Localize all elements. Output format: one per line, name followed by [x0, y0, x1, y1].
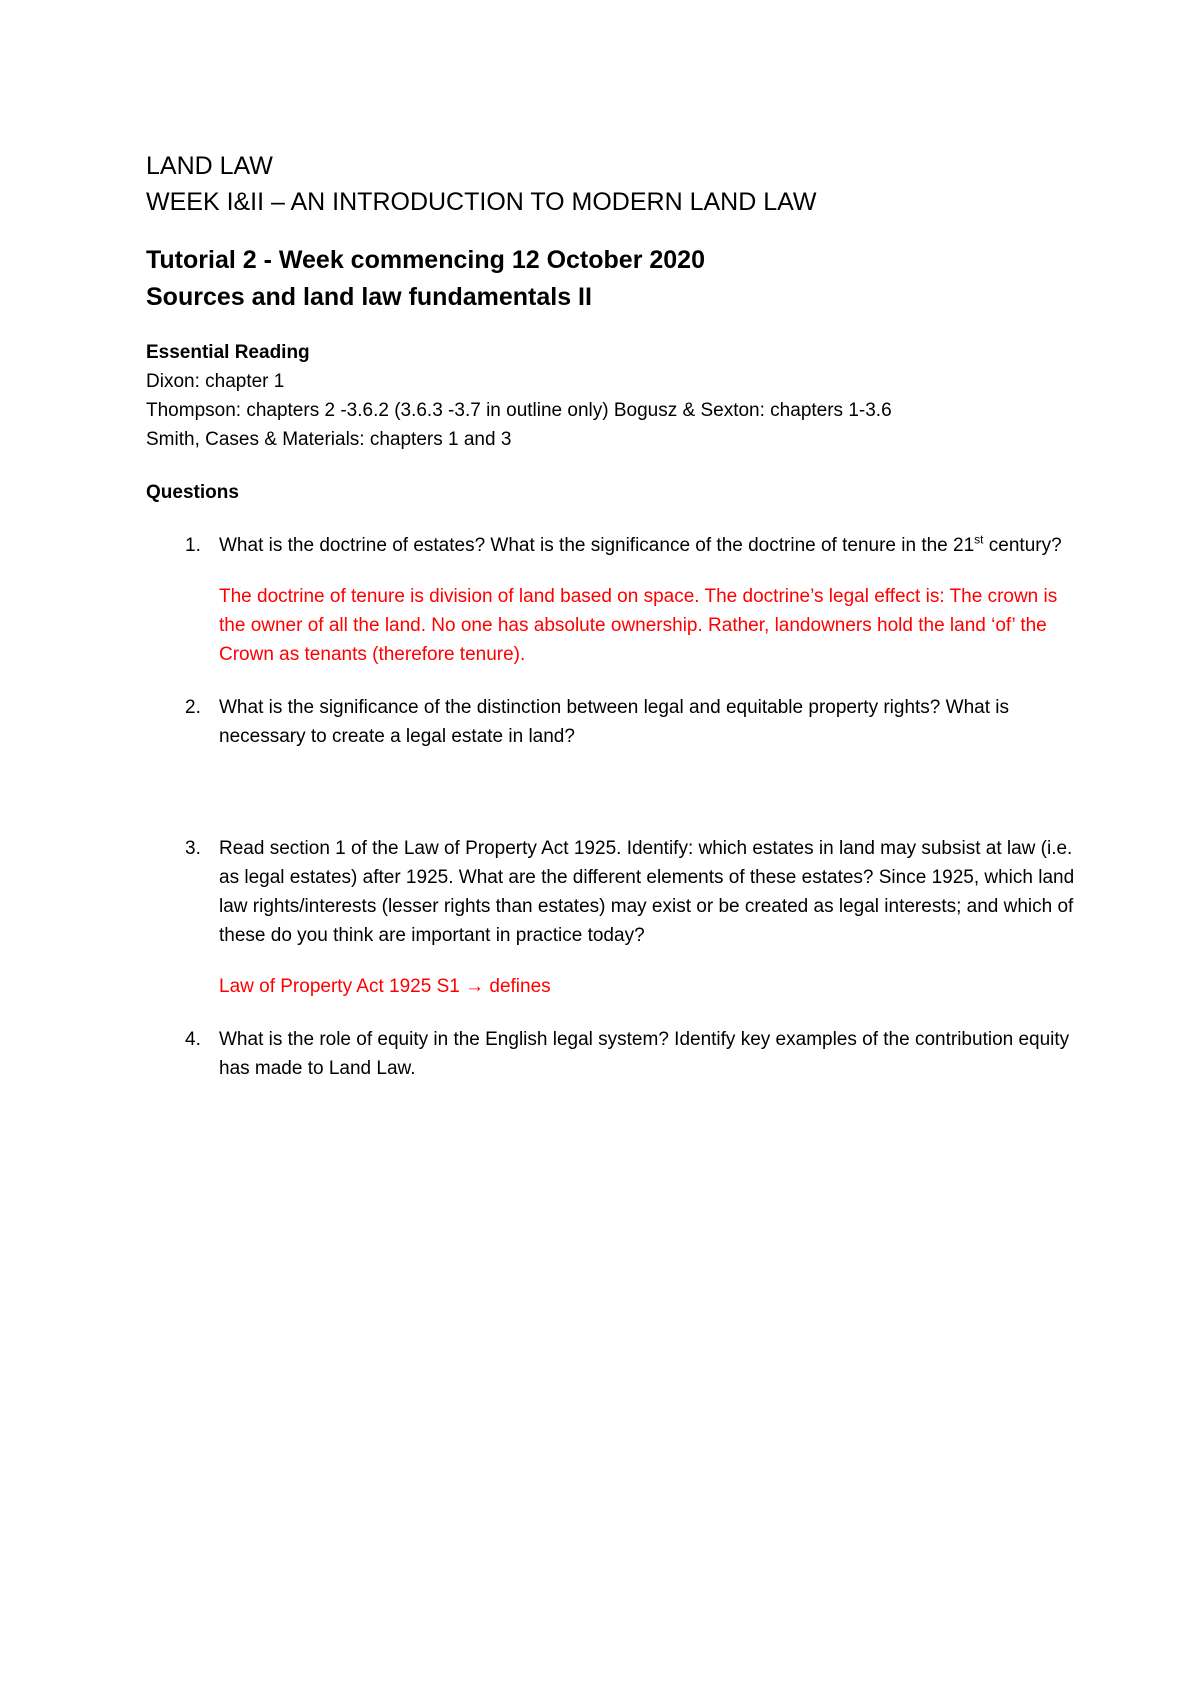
tutorial-subtitle: Sources and land law fundamentals II	[146, 283, 592, 311]
question-item	[146, 693, 1076, 751]
question-text-part: century?	[983, 535, 1062, 556]
questions-list	[146, 531, 1076, 1083]
answer-text-part: Law of Property Act 1925 S1	[219, 976, 466, 997]
week-title: WEEK I&II – AN INTRODUCTION TO MODERN LAND LAW	[146, 188, 817, 216]
question-number: 2.	[185, 697, 201, 718]
question-item	[146, 834, 1076, 1001]
document-content	[146, 148, 1076, 1083]
question-text: What is the significance of the distinction between legal and equitable property rights? What is necessary to create a legal estate in land?	[219, 697, 1010, 747]
questions-heading: Questions	[146, 482, 239, 503]
arrow-right-icon: →	[465, 976, 485, 997]
question-text	[219, 531, 1076, 560]
question-number: 4.	[185, 1029, 201, 1050]
reading-item: Smith, Cases & Materials: chapters 1 and 3	[146, 429, 512, 450]
reading-item: Dixon: chapter 1	[146, 371, 285, 392]
answer-text-part: defines	[484, 976, 551, 997]
question-item	[146, 1025, 1076, 1083]
question-text: What is the role of equity in the English legal system? Identify key examples of the contribution equity has made to Land Law.	[219, 1029, 1070, 1079]
course-title: LAND LAW	[146, 152, 273, 180]
reading-item: Thompson: chapters 2 -3.6.2 (3.6.3 -3.7 in outline only) Bogusz & Sexton: chapters 1-3.6	[146, 400, 892, 421]
question-item	[146, 531, 1076, 669]
essential-reading-section	[146, 338, 1076, 454]
tutorial-title-block	[146, 242, 1076, 316]
question-text-part: What is the doctrine of estates? What is the significance of the doctrine of tenure in the 21	[219, 535, 975, 556]
tutorial-title: Tutorial 2 - Week commencing 12 October 2020	[146, 246, 705, 274]
question-number: 3.	[185, 838, 201, 859]
question-number: 1.	[185, 535, 201, 556]
document-header	[146, 148, 1076, 220]
answer-text	[219, 972, 1076, 1001]
ordinal-superscript: st	[974, 532, 984, 547]
answer-text: The doctrine of tenure is division of land based on space. The doctrine’s legal effect is: The crown is the owner of all the land. No one has absolute ownership. Rather, landowners hold the land ‘of’ the Crown as tenants (therefore tenure).	[219, 586, 1058, 665]
question-text: Read section 1 of the Law of Property Act 1925. Identify: which estates in land may subsist at law (i.e. as legal estates) after 1925. What are the different elements of these estates? Since 1925, which land law rights/interests (lesser rights than estates) may exist or be created as legal interests; and which of these do you think are important in practice today?	[219, 838, 1075, 946]
essential-reading-heading: Essential Reading	[146, 342, 310, 363]
